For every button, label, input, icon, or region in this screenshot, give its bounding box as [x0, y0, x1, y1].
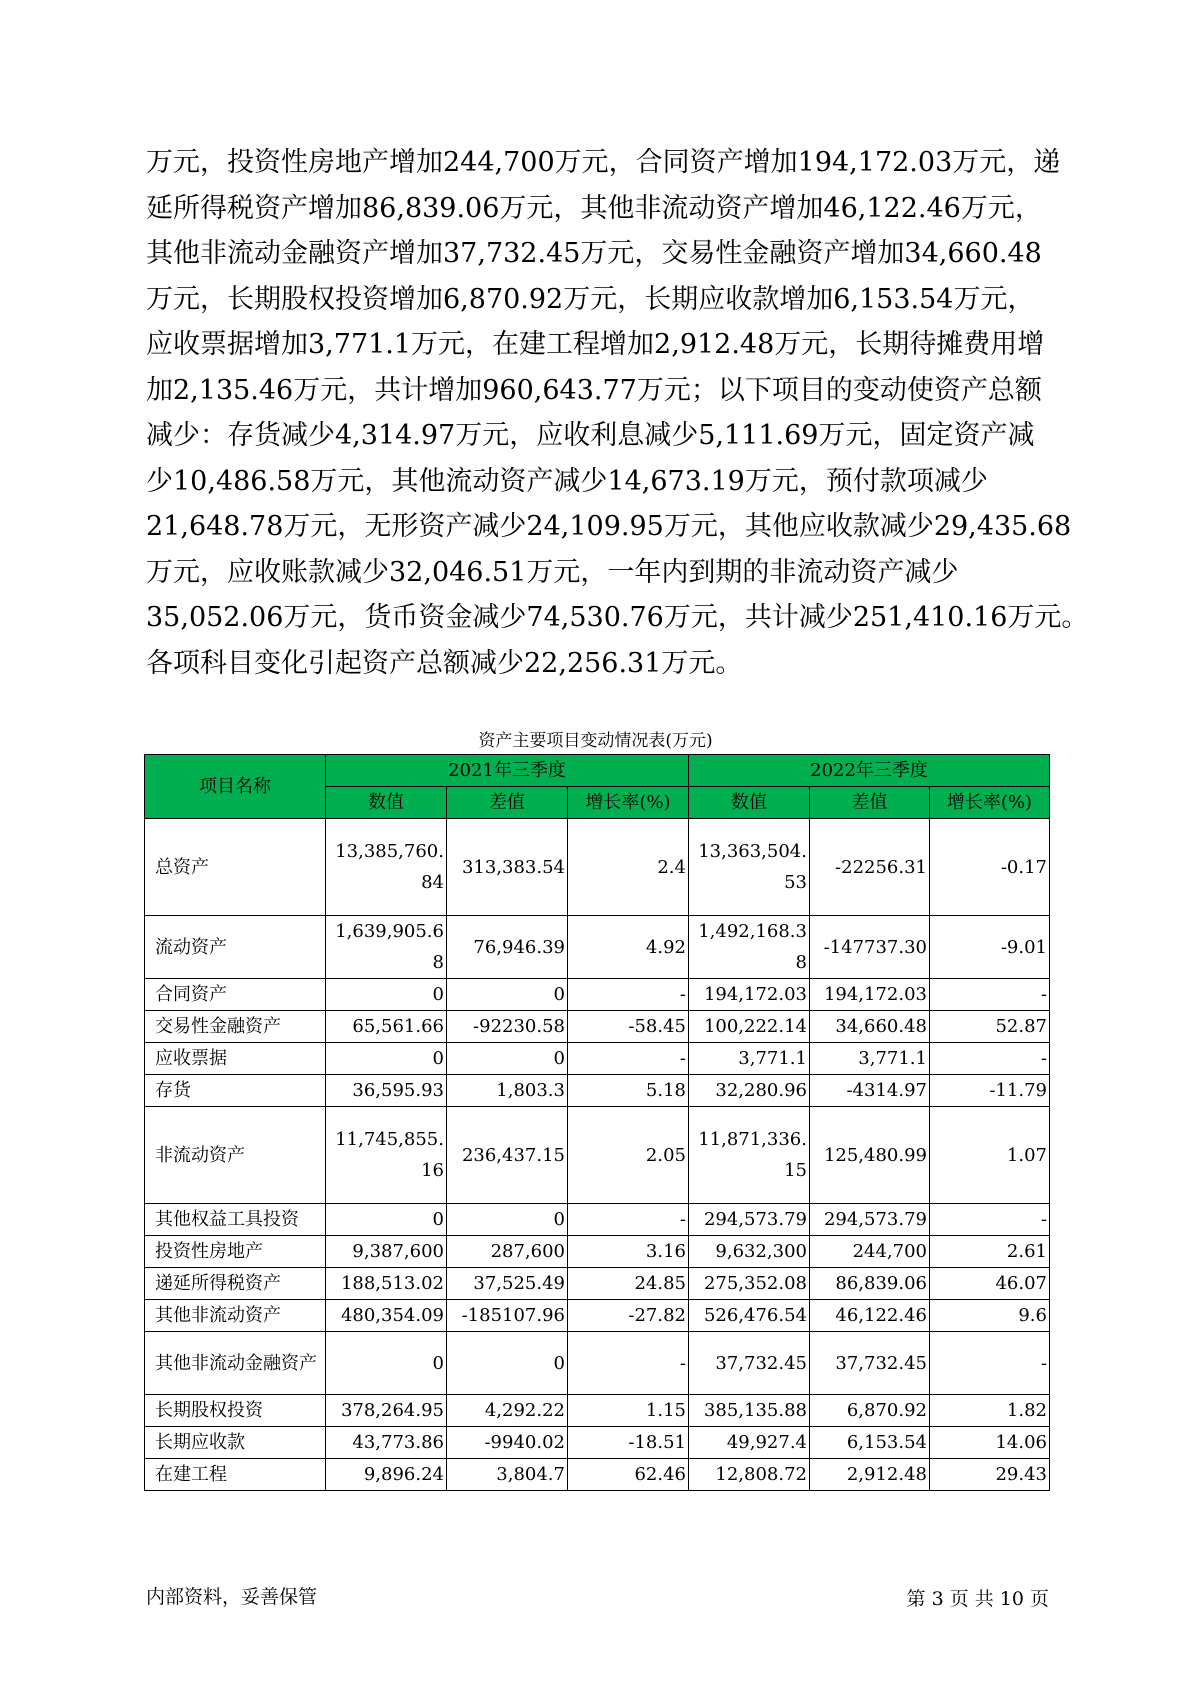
cell-v21: 9,387,600: [326, 1236, 447, 1268]
cell-r22: 2.61: [930, 1236, 1050, 1268]
cell-r22: -: [930, 979, 1050, 1011]
cell-r21: -: [568, 1204, 689, 1236]
table-row: [145, 1011, 1050, 1043]
cell-v22: 13,363,504.53: [689, 819, 810, 916]
cell-v21: 65,561.66: [326, 1011, 447, 1043]
table-row: [145, 1395, 1050, 1427]
cell-r22: 46.07: [930, 1268, 1050, 1300]
table-row: [145, 1427, 1050, 1459]
cell-d21: 3,804.7: [447, 1459, 568, 1491]
cell-v21: 9,896.24: [326, 1459, 447, 1491]
row-item-name: 其他权益工具投资: [145, 1204, 326, 1236]
cell-r21: -27.82: [568, 1300, 689, 1332]
paragraph-line: 少10,486.58万元，其他流动资产减少14,673.19万元，预付款项减少: [146, 465, 988, 497]
cell-v21: 378,264.95: [326, 1395, 447, 1427]
table-header-row: [145, 755, 1050, 787]
paragraph-line: 其他非流动金融资产增加37,732.45万元，交易性金融资产增加34,660.48: [146, 238, 1042, 269]
cell-v21: 0: [326, 1332, 447, 1395]
cell-d22: -4314.97: [810, 1075, 930, 1107]
cell-r22: -: [930, 1043, 1050, 1075]
paragraph-line: 加2,135.46万元，共计增加960,643.77万元；以下项目的变动使资产总额: [146, 374, 1042, 406]
cell-d21: -9940.02: [447, 1427, 568, 1459]
col-diff-2021: 差值: [447, 787, 568, 819]
cell-d22: 34,660.48: [810, 1011, 930, 1043]
cell-v21: 43,773.86: [326, 1427, 447, 1459]
cell-v22: 275,352.08: [689, 1268, 810, 1300]
table-row: [145, 979, 1050, 1011]
cell-v21: 36,595.93: [326, 1075, 447, 1107]
cell-d21: 236,437.15: [447, 1107, 568, 1204]
cell-d22: 194,172.03: [810, 979, 930, 1011]
cell-r21: 5.18: [568, 1075, 689, 1107]
cell-v22: 1,492,168.38: [689, 916, 810, 979]
table-row: [145, 1075, 1050, 1107]
cell-r22: -0.17: [930, 819, 1050, 916]
cell-r21: -: [568, 1332, 689, 1395]
col-value-2021: 数值: [326, 787, 447, 819]
table-caption: 资产主要项目变动情况表(万元): [478, 731, 713, 751]
cell-r21: -: [568, 1043, 689, 1075]
cell-d21: 313,383.54: [447, 819, 568, 916]
row-item-name: 长期股权投资: [145, 1395, 326, 1427]
cell-v22: 3,771.1: [689, 1043, 810, 1075]
row-item-name: 其他非流动资产: [145, 1300, 326, 1332]
row-item-name: 流动资产: [145, 916, 326, 979]
cell-v21: 1,639,905.68: [326, 916, 447, 979]
footer-page-number: 第 3 页 共 10 页: [906, 1588, 1049, 1610]
cell-d21: 0: [447, 1204, 568, 1236]
cell-r21: -58.45: [568, 1011, 689, 1043]
cell-v21: 480,354.09: [326, 1300, 447, 1332]
cell-r21: 2.4: [568, 819, 689, 916]
cell-r22: -9.01: [930, 916, 1050, 979]
cell-d22: -147737.30: [810, 916, 930, 979]
cell-v21: 0: [326, 1204, 447, 1236]
cell-d22: 6,870.92: [810, 1395, 930, 1427]
cell-d22: 6,153.54: [810, 1427, 930, 1459]
cell-d22: 86,839.06: [810, 1268, 930, 1300]
paragraph-line: 万元，长期股权投资增加6,870.92万元，长期应收款增加6,153.54万元，: [146, 283, 1035, 315]
col-value-2022: 数值: [689, 787, 810, 819]
row-item-name: 在建工程: [145, 1459, 326, 1491]
paragraph-line: 万元，投资性房地产增加244,700万元，合同资产增加194,172.03万元，递: [146, 147, 1061, 178]
cell-d21: 76,946.39: [447, 916, 568, 979]
table-row: [145, 1204, 1050, 1236]
col-rate-2022: 增长率(%): [930, 787, 1050, 819]
cell-v21: 0: [326, 1043, 447, 1075]
table-row: [145, 1459, 1050, 1491]
row-item-name: 应收票据: [145, 1043, 326, 1075]
cell-r21: -: [568, 979, 689, 1011]
cell-v22: 37,732.45: [689, 1332, 810, 1395]
cell-v21: 13,385,760.84: [326, 819, 447, 916]
paragraph-line: 万元，应收账款减少32,046.51万元，一年内到期的非流动资产减少: [146, 556, 959, 588]
asset-change-table: [144, 754, 1050, 1491]
row-item-name: 合同资产: [145, 979, 326, 1011]
cell-r21: 3.16: [568, 1236, 689, 1268]
cell-r22: -: [930, 1204, 1050, 1236]
row-item-name: 非流动资产: [145, 1107, 326, 1204]
cell-v22: 12,808.72: [689, 1459, 810, 1491]
cell-d21: 1,803.3: [447, 1075, 568, 1107]
paragraph-line: 21,648.78万元，无形资产减少24,109.95万元，其他应收款减少29,435.68: [146, 511, 1072, 542]
row-item-name: 交易性金融资产: [145, 1011, 326, 1043]
cell-r21: -18.51: [568, 1427, 689, 1459]
cell-v22: 294,573.79: [689, 1204, 810, 1236]
paragraph-line: 延所得税资产增加86,839.06万元，其他非流动资产增加46,122.46万元，: [146, 192, 1042, 224]
table-row: [145, 1332, 1050, 1395]
cell-r21: 62.46: [568, 1459, 689, 1491]
cell-v22: 9,632,300: [689, 1236, 810, 1268]
row-item-name: 总资产: [145, 819, 326, 916]
cell-d22: 46,122.46: [810, 1300, 930, 1332]
paragraph-line: 各项科目变化引起资产总额减少22,256.31万元。: [146, 647, 743, 679]
group-2022-header: 2022年三季度: [689, 755, 1050, 787]
row-item-name: 递延所得税资产: [145, 1268, 326, 1300]
paragraph-line: 应收票据增加3,771.1万元，在建工程增加2,912.48万元，长期待摊费用增: [146, 329, 1045, 360]
cell-r22: 9.6: [930, 1300, 1050, 1332]
group-2021-header: 2021年三季度: [326, 755, 689, 787]
body-paragraph: [146, 140, 1089, 686]
table-row: [145, 1236, 1050, 1268]
cell-r22: 52.87: [930, 1011, 1050, 1043]
table-row: [145, 1300, 1050, 1332]
cell-v22: 11,871,336.15: [689, 1107, 810, 1204]
row-item-name: 投资性房地产: [145, 1236, 326, 1268]
cell-r22: 1.82: [930, 1395, 1050, 1427]
cell-r21: 24.85: [568, 1268, 689, 1300]
cell-d21: 4,292.22: [447, 1395, 568, 1427]
cell-d22: 37,732.45: [810, 1332, 930, 1395]
cell-d22: 2,912.48: [810, 1459, 930, 1491]
cell-d21: 0: [447, 1332, 568, 1395]
table-row: [145, 916, 1050, 979]
cell-d22: 3,771.1: [810, 1043, 930, 1075]
cell-v21: 11,745,855.16: [326, 1107, 447, 1204]
cell-r22: 14.06: [930, 1427, 1050, 1459]
row-item-name: 存货: [145, 1075, 326, 1107]
paragraph-line: 减少：存货减少4,314.97万元，应收利息减少5,111.69万元，固定资产减: [146, 420, 1035, 451]
footer-confidential-note: 内部资料，妥善保管: [146, 1586, 318, 1608]
cell-d21: 287,600: [447, 1236, 568, 1268]
cell-d21: 0: [447, 979, 568, 1011]
cell-r21: 4.92: [568, 916, 689, 979]
paragraph-line: 35,052.06万元，货币资金减少74,530.76万元，共计减少251,410.16万元。: [146, 602, 1089, 633]
cell-v22: 100,222.14: [689, 1011, 810, 1043]
cell-r21: 1.15: [568, 1395, 689, 1427]
cell-r22: 1.07: [930, 1107, 1050, 1204]
cell-d21: 0: [447, 1043, 568, 1075]
cell-d22: 244,700: [810, 1236, 930, 1268]
table-row: [145, 819, 1050, 916]
cell-r22: -: [930, 1332, 1050, 1395]
col-diff-2022: 差值: [810, 787, 930, 819]
cell-r21: 2.05: [568, 1107, 689, 1204]
cell-v22: 32,280.96: [689, 1075, 810, 1107]
cell-d21: -185107.96: [447, 1300, 568, 1332]
row-item-name: 长期应收款: [145, 1427, 326, 1459]
cell-v21: 188,513.02: [326, 1268, 447, 1300]
cell-v22: 49,927.4: [689, 1427, 810, 1459]
cell-v22: 194,172.03: [689, 979, 810, 1011]
cell-d22: 294,573.79: [810, 1204, 930, 1236]
cell-v22: 526,476.54: [689, 1300, 810, 1332]
cell-d21: -92230.58: [447, 1011, 568, 1043]
cell-r22: 29.43: [930, 1459, 1050, 1491]
cell-d22: 125,480.99: [810, 1107, 930, 1204]
table-row: [145, 1268, 1050, 1300]
col-rate-2021: 增长率(%): [568, 787, 689, 819]
col-item-header: 项目名称: [145, 755, 326, 819]
cell-d22: -22256.31: [810, 819, 930, 916]
cell-v22: 385,135.88: [689, 1395, 810, 1427]
row-item-name: 其他非流动金融资产: [145, 1332, 326, 1395]
cell-v21: 0: [326, 979, 447, 1011]
table-row: [145, 1043, 1050, 1075]
cell-d21: 37,525.49: [447, 1268, 568, 1300]
table-row: [145, 1107, 1050, 1204]
cell-r22: -11.79: [930, 1075, 1050, 1107]
